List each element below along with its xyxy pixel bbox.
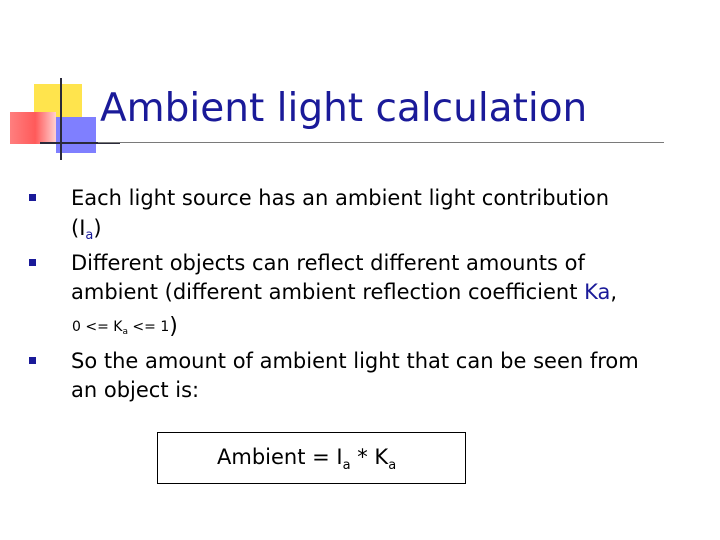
note-close-paren: ) <box>169 314 178 339</box>
bullet-2-text: ambient (different ambient reflection coefficient <box>71 280 585 304</box>
formula-subscript-1: a <box>342 458 351 473</box>
bullet-3-line-1: So the amount of ambient light that can be seen from <box>71 349 639 373</box>
bullet-1-line-2 <box>71 213 102 243</box>
bullet-1-paren-close: ) <box>93 216 102 240</box>
formula-left: Ambient = I <box>217 445 343 469</box>
bullet-1-subscript: a <box>85 228 94 243</box>
note-suffix: <= 1 <box>127 319 170 335</box>
note-subscript: a <box>122 327 128 337</box>
bullet-3-line-2: an object is: <box>71 378 200 402</box>
bullet-2-comma: , <box>610 280 618 304</box>
bullet-1-paren-open: (I <box>71 216 86 240</box>
formula-box <box>157 432 466 484</box>
bullet-2-line-1: Different objects can reflect different amounts of <box>71 251 585 275</box>
bullet-2-line-2 <box>71 277 617 307</box>
bullet-marker <box>29 357 36 364</box>
note-prefix: 0 <= K <box>72 319 123 335</box>
bullet-2-accent: Ka <box>584 280 611 304</box>
bullet-marker <box>29 259 36 266</box>
coefficient-range-note <box>72 314 178 339</box>
formula-mid: * K <box>350 445 389 469</box>
slide-title: Ambient light calculation <box>100 86 588 131</box>
bullet-marker <box>29 194 36 201</box>
ambient-formula <box>217 445 397 473</box>
bullet-1-line-1: Each light source has an ambient light contribution <box>71 186 610 210</box>
formula-subscript-2: a <box>388 458 397 473</box>
